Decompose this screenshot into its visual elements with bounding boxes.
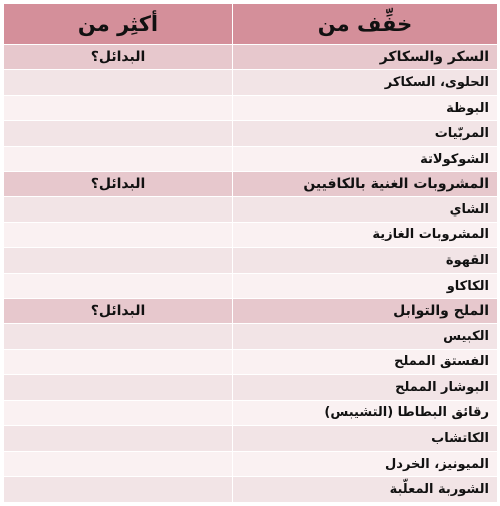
- table-row: [4, 375, 498, 401]
- increase-item-empty: [4, 222, 233, 248]
- reduce-item: المربّيات: [233, 121, 498, 147]
- section-header-row: [4, 299, 498, 324]
- alternatives-label: البدائل؟: [4, 299, 233, 324]
- section-title: المشروبات الغنية بالكافيين: [233, 172, 498, 197]
- alternatives-label: البدائل؟: [4, 172, 233, 197]
- reduce-item: الفستق المملح: [233, 349, 498, 375]
- table-row: [4, 121, 498, 147]
- reduce-item: المشروبات الغازية: [233, 222, 498, 248]
- section-header-row: [4, 45, 498, 70]
- reduce-item: الشاي: [233, 197, 498, 223]
- reduce-header: خفِّف من: [233, 4, 498, 45]
- reduce-item: البوظة: [233, 95, 498, 121]
- reduce-item: القهوة: [233, 248, 498, 274]
- diet-table: [3, 3, 498, 503]
- reduce-item: الكاكاو: [233, 273, 498, 299]
- increase-item-empty: [4, 451, 233, 477]
- table-row: [4, 146, 498, 172]
- table-row: [4, 349, 498, 375]
- reduce-item: الشوكولاتة: [233, 146, 498, 172]
- table-row: [4, 70, 498, 96]
- increase-item-empty: [4, 95, 233, 121]
- reduce-item: الكاتشاب: [233, 426, 498, 452]
- increase-item-empty: [4, 146, 233, 172]
- table-row: [4, 273, 498, 299]
- reduce-item: الميونيز، الخردل: [233, 451, 498, 477]
- increase-item-empty: [4, 375, 233, 401]
- table-row: [4, 324, 498, 350]
- table-row: [4, 477, 498, 503]
- increase-item-empty: [4, 197, 233, 223]
- increase-item-empty: [4, 70, 233, 96]
- table-row: [4, 426, 498, 452]
- increase-item-empty: [4, 324, 233, 350]
- increase-item-empty: [4, 426, 233, 452]
- increase-item-empty: [4, 121, 233, 147]
- reduce-item: الحلوى، السكاكر: [233, 70, 498, 96]
- table-row: [4, 400, 498, 426]
- reduce-item: الكبيس: [233, 324, 498, 350]
- table-row: [4, 248, 498, 274]
- table-row: [4, 197, 498, 223]
- increase-header: أكثِر من: [4, 4, 233, 45]
- section-header-row: [4, 172, 498, 197]
- increase-item-empty: [4, 248, 233, 274]
- table-row: [4, 95, 498, 121]
- header-row: [4, 4, 498, 45]
- table-row: [4, 222, 498, 248]
- reduce-item: رقائق البطاطا (التشيبس): [233, 400, 498, 426]
- reduce-item: البوشار المملح: [233, 375, 498, 401]
- section-title: السكر والسكاكر: [233, 45, 498, 70]
- increase-item-empty: [4, 349, 233, 375]
- increase-item-empty: [4, 273, 233, 299]
- increase-item-empty: [4, 400, 233, 426]
- alternatives-label: البدائل؟: [4, 45, 233, 70]
- reduce-item: الشوربة المعلّبة: [233, 477, 498, 503]
- increase-item-empty: [4, 477, 233, 503]
- table-row: [4, 451, 498, 477]
- section-title: الملح والتوابل: [233, 299, 498, 324]
